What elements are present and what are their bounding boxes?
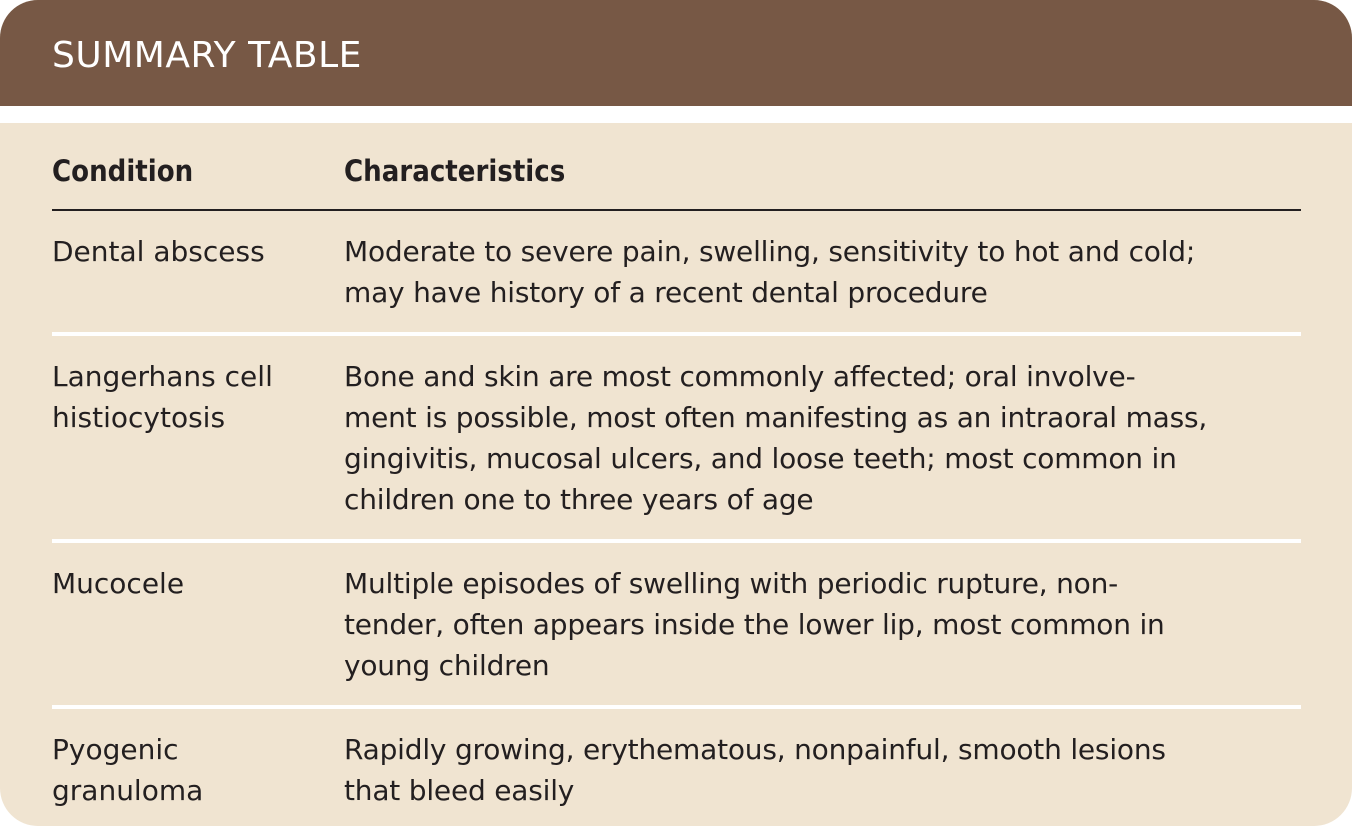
table-header-row xyxy=(52,123,1301,211)
summary-table-title: SUMMARY TABLE xyxy=(52,35,362,76)
summary-table-header xyxy=(0,0,1352,107)
table-row-mucocele xyxy=(52,543,1301,709)
table-row-dental-abscess xyxy=(52,211,1301,336)
column-header-condition: Condition xyxy=(52,154,194,188)
characteristics-cell: Multiple episodes of swelling with periodic rupture, non- tender, often appears inside the lower lip, most common in young children xyxy=(344,567,1165,682)
header-separator xyxy=(0,106,1352,123)
characteristics-cell: Bone and skin are most commonly affected; oral involve- ment is possible, most often manifesting as an intraoral mass, gingivitis, mucosal ulcers, and loose teeth; most common in children one to three years of age xyxy=(344,360,1208,516)
summary-table xyxy=(52,123,1301,826)
column-header-characteristics: Characteristics xyxy=(344,154,566,188)
condition-cell: Pyogenic granuloma xyxy=(52,733,204,807)
characteristics-cell: Rapidly growing, erythematous, nonpainful, smooth lesions that bleed easily xyxy=(344,733,1166,807)
condition-cell: Dental abscess xyxy=(52,235,265,268)
characteristics-cell: Moderate to severe pain, swelling, sensitivity to hot and cold; may have history of a recent dental procedure xyxy=(344,235,1196,309)
condition-cell: Mucocele xyxy=(52,567,185,600)
condition-cell: Langerhans cell histiocytosis xyxy=(52,360,273,434)
table-row-langerhans-cell-histiocytosis xyxy=(52,336,1301,543)
table-row-pyogenic-granuloma xyxy=(52,709,1301,826)
